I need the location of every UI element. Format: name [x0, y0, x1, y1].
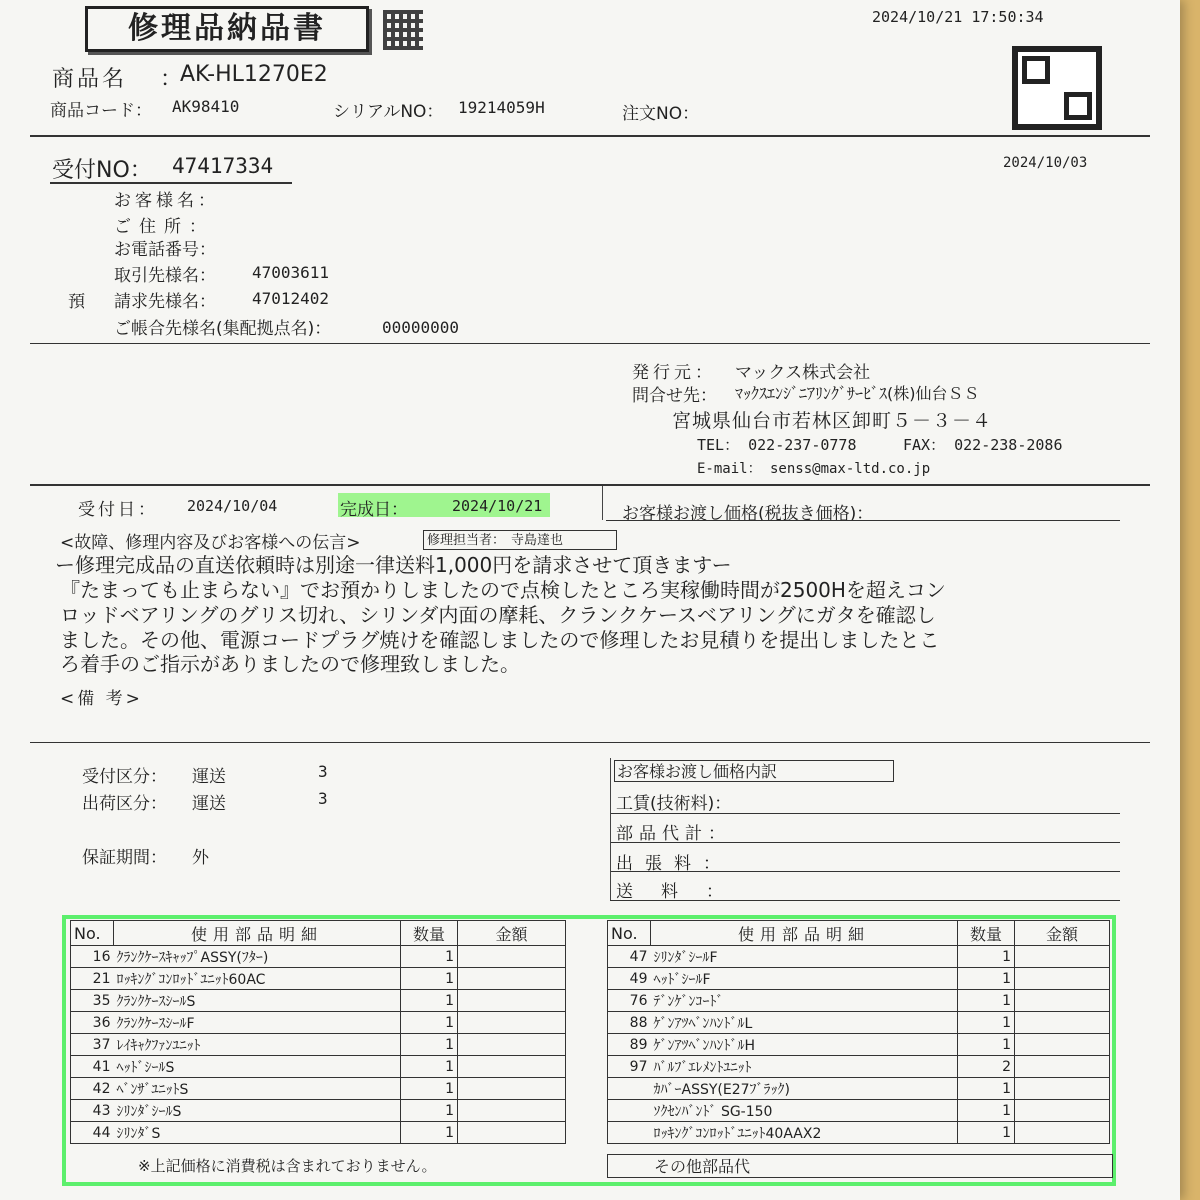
part-name: ﾛｯｷﾝｸﾞｺﾝﾛｯﾄﾞﾕﾆｯﾄ60AC	[114, 968, 401, 990]
part-qty: 1	[401, 1078, 458, 1100]
reception-no-label: 受付NO：	[52, 158, 152, 183]
customer-price-label: お客様お渡し価格(税抜き価格)：	[622, 504, 874, 524]
phone-label: お電話番号：	[114, 240, 216, 260]
parts-table-right	[607, 920, 1110, 1144]
received-date-label: 受付日：	[78, 500, 158, 520]
table-row	[71, 1078, 566, 1100]
part-qty: 2	[958, 1056, 1015, 1078]
table-row	[608, 1034, 1110, 1056]
part-no	[608, 1078, 651, 1100]
other-parts-label: その他部品代	[654, 1157, 751, 1176]
part-amount	[1015, 968, 1110, 990]
part-name: ｸﾗﾝｸｹｰｽｷｬｯﾌﾟASSY(ﾌﾀｰ)	[114, 946, 401, 968]
billing-label: 請求先様名：	[114, 292, 216, 312]
table-row	[71, 1012, 566, 1034]
part-amount	[1015, 946, 1110, 968]
technician-label: 修理担当者：	[427, 533, 506, 548]
warranty-label: 保証期間：	[82, 848, 167, 868]
part-qty: 1	[958, 946, 1015, 968]
part-qty: 1	[958, 1100, 1015, 1122]
part-name: ｹﾞﾝｱﾂﾍﾞﾝﾊﾝﾄﾞﾙL	[651, 1012, 958, 1034]
breakdown-title: お客様お渡し価格内訳	[614, 760, 894, 782]
parts-total-label: 部品代計：	[616, 824, 731, 844]
delivery-label: 送料：	[616, 882, 751, 902]
tax-note: ※上記価格に消費税は含まれておりません。	[138, 1157, 437, 1175]
part-amount	[1015, 990, 1110, 1012]
part-name: ｿｸｾﾝﾊﾞﾝﾄﾞ SG-150	[651, 1100, 958, 1122]
part-name: ﾃﾞﾝｹﾞﾝｺｰﾄﾞ	[651, 990, 958, 1012]
document-title: 修理品納品書	[85, 6, 369, 52]
address-label: ご住所：	[114, 217, 214, 237]
part-name: ｸﾗﾝｸｹｰｽｼｰﾙF	[114, 1012, 401, 1034]
col-amount-header: 金額	[1015, 921, 1110, 946]
col-no-header: No.	[71, 921, 114, 946]
part-qty: 1	[401, 1056, 458, 1078]
col-amount-header: 金額	[458, 921, 566, 946]
technician-name: 寺島達也	[511, 533, 564, 548]
part-amount	[458, 990, 566, 1012]
part-name: ｼﾘﾝﾀﾞS	[114, 1122, 401, 1144]
table-row	[608, 946, 1110, 968]
col-qty-header: 数量	[401, 921, 458, 946]
billing-value: 47012402	[252, 289, 330, 308]
technician-box	[423, 530, 617, 550]
product-code: AK98410	[172, 97, 240, 116]
table-row	[71, 1034, 566, 1056]
table-row	[608, 1056, 1110, 1078]
product-code-label: 商品コード：	[50, 101, 152, 121]
part-amount	[458, 946, 566, 968]
issuer-address: 宮城県仙台市若林区卸町５－３－４	[672, 410, 993, 432]
part-no	[608, 1122, 651, 1144]
part-amount	[1015, 1034, 1110, 1056]
large-qr-code-icon	[1012, 46, 1102, 130]
part-name: ﾊﾞﾙﾌﾞｴﾚﾒﾝﾄﾕﾆｯﾄ	[651, 1056, 958, 1078]
part-no: 76	[608, 990, 651, 1012]
other-parts-row	[607, 1154, 1113, 1178]
warranty-value: 外	[192, 848, 209, 868]
table-row	[71, 968, 566, 990]
col-name-header: 使用部品明細	[114, 921, 401, 946]
part-amount	[458, 1034, 566, 1056]
table-row	[71, 990, 566, 1012]
labor-label: 工賃(技術料)：	[616, 794, 732, 814]
part-qty: 1	[958, 990, 1015, 1012]
account-label: ご帳合先様名(集配拠点名)：	[114, 319, 332, 339]
ship-class: 運送	[192, 794, 226, 814]
part-no: 44	[71, 1122, 114, 1144]
part-no: 89	[608, 1034, 651, 1056]
part-amount	[458, 1056, 566, 1078]
part-name: ﾍｯﾄﾞｼｰﾙS	[114, 1056, 401, 1078]
product-name-label: 商品名	[52, 67, 128, 92]
account-value: 00000000	[382, 318, 460, 337]
part-qty: 1	[958, 968, 1015, 990]
part-no: 41	[71, 1056, 114, 1078]
table-row	[71, 1122, 566, 1144]
table-row	[71, 1100, 566, 1122]
part-qty: 1	[401, 1100, 458, 1122]
trade-label: 取引先様名：	[114, 266, 216, 286]
message-line-2: 『たまっても止まらない』でお預かりしましたので点検したところ実稼働時間が2500Hを超えコン	[60, 578, 946, 602]
trade-value: 47003611	[252, 263, 330, 282]
table-row	[608, 968, 1110, 990]
message-line-1: ー修理完成品の直送依頼時は別途一律送料1,000円を請求させて頂きますー	[55, 553, 732, 577]
travel-label: 出張料：	[616, 854, 732, 874]
part-qty: 1	[958, 1078, 1015, 1100]
table-row	[608, 990, 1110, 1012]
part-qty: 1	[958, 1012, 1015, 1034]
contact-label: 問合せ先：	[632, 386, 717, 406]
small-qr-code-icon	[383, 10, 423, 50]
issuer-fax: FAX： 022-238-2086	[903, 436, 1063, 454]
part-qty: 1	[401, 1034, 458, 1056]
order-label: 注文NO：	[622, 104, 700, 124]
part-no: 21	[71, 968, 114, 990]
issuer-label: 発行元：	[632, 363, 716, 383]
parts-table-left	[70, 920, 566, 1144]
part-name: ｶﾊﾞｰASSY(E27ﾌﾞﾗｯｸ)	[651, 1078, 958, 1100]
part-no: 35	[71, 990, 114, 1012]
part-no: 42	[71, 1078, 114, 1100]
completed-date: 2024/10/21	[452, 497, 543, 515]
part-amount	[458, 1100, 566, 1122]
issuer-value: マックス株式会社	[735, 363, 871, 383]
part-amount	[1015, 1100, 1110, 1122]
completed-date-label: 完成日：	[340, 500, 408, 520]
part-amount	[1015, 1078, 1110, 1100]
table-row	[608, 1012, 1110, 1034]
table-row	[71, 946, 566, 968]
receipt-class-code: 3	[318, 762, 328, 781]
part-qty: 1	[401, 946, 458, 968]
part-no: 43	[71, 1100, 114, 1122]
col-no-header: No.	[608, 921, 651, 946]
ship-class-label: 出荷区分：	[82, 794, 167, 814]
part-no: 47	[608, 946, 651, 968]
part-qty: 1	[401, 1122, 458, 1144]
message-line-4: ました。その他、電源コードプラグ焼けを確認しましたので修理したお見積りを提出しましたとこ	[60, 628, 940, 652]
part-no: 88	[608, 1012, 651, 1034]
part-no: 16	[71, 946, 114, 968]
contact-value: ﾏｯｸｽｴﾝｼﾞﾆｱﾘﾝｸﾞｻｰﾋﾞｽ(株)仙台ＳＳ	[735, 384, 980, 403]
issuer-tel: TEL： 022-237-0778	[697, 436, 857, 454]
part-qty: 1	[401, 1012, 458, 1034]
product-name: AK-HL1270E2	[180, 62, 328, 87]
print-timestamp: 2024/10/21 17:50:34	[872, 8, 1044, 26]
repair-section-label: <故障、修理内容及びお客様への伝言>	[60, 533, 361, 553]
part-amount	[458, 1012, 566, 1034]
receipt-class-label: 受付区分：	[82, 767, 167, 787]
part-amount	[1015, 1012, 1110, 1034]
customer-name-label: お客様名：	[114, 191, 219, 211]
table-row	[608, 1100, 1110, 1122]
col-name-header: 使用部品明細	[651, 921, 958, 946]
part-name: ﾍｯﾄﾞｼｰﾙF	[651, 968, 958, 990]
table-row	[608, 1122, 1110, 1144]
part-name: ｼﾘﾝﾀﾞｼｰﾙS	[114, 1100, 401, 1122]
part-amount	[1015, 1122, 1110, 1144]
part-qty: 1	[958, 1122, 1015, 1144]
part-qty: 1	[401, 968, 458, 990]
receipt-class: 運送	[192, 767, 226, 787]
col-qty-header: 数量	[958, 921, 1015, 946]
part-no: 49	[608, 968, 651, 990]
part-amount	[458, 1078, 566, 1100]
part-no: 97	[608, 1056, 651, 1078]
part-no: 37	[71, 1034, 114, 1056]
ship-class-code: 3	[318, 789, 328, 808]
part-name: ｸﾗﾝｸｹｰｽｼｰﾙS	[114, 990, 401, 1012]
reception-no: 47417334	[172, 154, 274, 178]
table-row	[71, 1056, 566, 1078]
part-name: ｹﾞﾝｱﾂﾍﾞﾝﾊﾝﾄﾞﾙH	[651, 1034, 958, 1056]
serial-label: シリアルNO：	[333, 102, 444, 122]
reception-date: 2024/10/03	[1003, 155, 1088, 171]
part-name: ﾛｯｷﾝｸﾞｺﾝﾛｯﾄﾞﾕﾆｯﾄ40AAX2	[651, 1122, 958, 1144]
serial-number: 19214059H	[458, 98, 545, 117]
message-line-5: ろ着手のご指示がありましたので修理致しました。	[60, 652, 520, 676]
part-amount	[458, 1122, 566, 1144]
part-no	[608, 1100, 651, 1122]
part-name: ﾚｲｷｬｸﾌｧﾝﾕﾆｯﾄ	[114, 1034, 401, 1056]
remarks-label: <備 考>	[60, 689, 143, 709]
message-line-3: ロッドベアリングのグリス切れ、シリンダ内面の摩耗、クランクケースベアリングにガタを確認し	[60, 603, 936, 627]
part-name: ｼﾘﾝﾀﾞｼｰﾙF	[651, 946, 958, 968]
part-name: ﾍﾞﾝｻﾞﾕﾆｯﾄS	[114, 1078, 401, 1100]
part-amount	[1015, 1056, 1110, 1078]
part-qty: 1	[401, 990, 458, 1012]
part-amount	[458, 968, 566, 990]
part-qty: 1	[958, 1034, 1015, 1056]
delivery-document: 修理品納品書 2024/10/21 17:50:34 商品名 ： AK-HL1270E2 商品コード： AK98410 シリアルNO： 19214059H 注文NO： 受付NO： 47417334 2024/10/03 お客様名： ご住所： お電話番号： 取引先様名： 47003611 預 請求先様名： 47012402 ご帳合先様名(集配拠点名)： 00000000 発行元： マックス株式会社 問合せ先： ﾏｯｸｽｴﾝｼﾞﾆｱﾘﾝｸﾞｻｰﾋﾞｽ(株)仙台ＳＳ 宮城県仙台市若林区卸町５－３－４ TEL： 022-237-0778 FAX： 022-238-2086 E-mail： senss@max-ltd.co.jp 受付日： 2024/10/04 完成日： 2024/10/21 お客様お渡し価格(税抜き価格)： <故障、修理内容及びお客様への伝言> 修理担当者： 寺島達也 ー修理完成品の直送依頼時は別途一律送料1,000円を請求させて頂きますー 『たまっても止まらない』でお預かりしましたので点検したところ実稼働時間が2500Hを超えコン ロッドベアリングのグリス切れ、シリンダ内面の摩耗、クランクケースベアリングにガタを確認し ました。その他、電源コードプラグ焼けを確認しましたので修理したお見積りを提出しましたとこ ろ着手のご指示がありましたので修理致しました。 <備 考> 受付区分： 運送 3 出荷区分： 運送 3 保証期間： 外 お客様お渡し価格内訳 工賃(技術料)： 部品代計： 出張料： 送料： No. 使用部品明細 数量 金額 16 ｸﾗﾝｸｹｰｽｷｬｯﾌﾟASSY(ﾌﾀｰ) 1 21 ﾛｯｷﾝｸﾞｺﾝﾛｯﾄﾞﾕﾆｯﾄ60AC 1 35 ｸﾗﾝｸｹｰｽｼｰﾙS 1 36 ｸﾗﾝｸｹｰｽｼｰﾙF 1 37 ﾚｲｷｬｸﾌｧﾝﾕﾆｯﾄ 1 41 ﾍｯﾄﾞｼｰﾙS 1 42 ﾍﾞﾝｻﾞﾕﾆｯﾄS 1 43 ｼﾘﾝﾀﾞｼｰﾙS 1 44 ｼﾘﾝﾀﾞS 1 No. 使用部品明細 数量 金額 47 ｼﾘﾝﾀﾞｼｰﾙF 1 49 ﾍｯﾄﾞｼｰﾙF 1 76 ﾃﾞﾝｹﾞﾝｺｰﾄﾞ 1 88 ｹﾞﾝｱﾂﾍﾞﾝﾊﾝﾄﾞﾙL 1 89 ｹﾞﾝｱﾂﾍﾞﾝﾊﾝﾄﾞﾙH 1 97 ﾊﾞﾙﾌﾞｴﾚﾒﾝﾄﾕﾆｯﾄ 2 ｶﾊﾞｰASSY(E27ﾌﾞﾗｯｸ) 1 ｿｸｾﾝﾊﾞﾝﾄﾞ SG-150 1 ﾛｯｷﾝｸﾞｺﾝﾛｯﾄﾞﾕﾆｯﾄ40AAX2 1 ※上記価格に消費税は含まれておりません。 その他部品代	[0, 0, 1180, 1200]
table-row	[608, 1078, 1110, 1100]
received-date: 2024/10/04	[187, 497, 278, 515]
issuer-email: E-mail： senss@max-ltd.co.jp	[697, 461, 931, 477]
deposit-mark: 預	[68, 292, 85, 312]
part-no: 36	[71, 1012, 114, 1034]
